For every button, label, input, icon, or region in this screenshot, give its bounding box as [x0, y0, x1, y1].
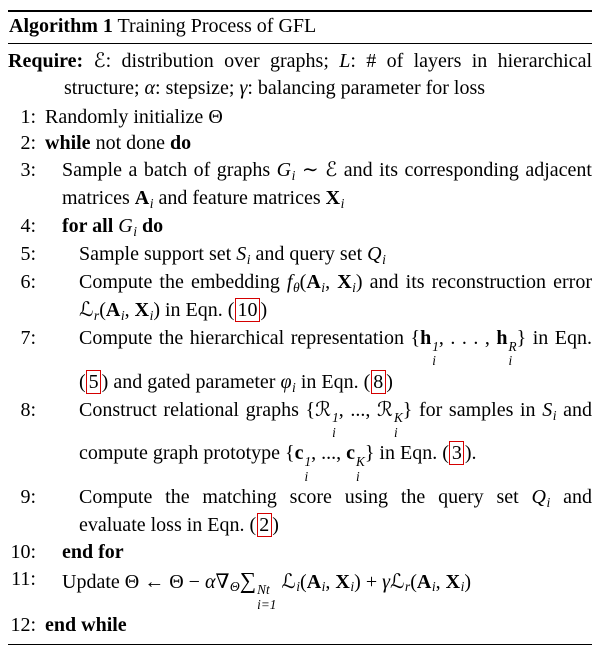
algorithm-label: Algorithm 1	[9, 15, 113, 37]
text-segment: Xi	[337, 271, 356, 295]
text-segment: Xi	[335, 570, 355, 595]
text-segment: Compute the matching score using the query set	[79, 486, 532, 509]
text-segment: Θ	[208, 105, 223, 128]
text-segment: and evaluate loss in Eqn. (	[79, 486, 592, 537]
text-segment: do	[142, 215, 164, 238]
line-number: 5:	[20, 243, 36, 266]
text-segment: ) +	[354, 570, 383, 593]
text-segment: Ai	[134, 187, 154, 211]
text-segment: } in Eqn. (	[79, 327, 593, 393]
text-segment: end for	[62, 540, 124, 563]
text-segment: φi	[280, 370, 296, 395]
require-line	[8, 48, 592, 102]
equation-link[interactable]: 2	[257, 513, 272, 537]
text-segment: h R i	[496, 327, 517, 369]
text-segment: (	[300, 570, 307, 593]
text-segment: Ai	[306, 570, 326, 595]
text-segment: )	[260, 299, 268, 322]
algorithm-line	[8, 325, 592, 397]
text-segment: ) in Eqn. (	[153, 299, 235, 322]
text-segment: ←	[139, 570, 170, 593]
text-segment: Θ	[124, 570, 140, 593]
text-segment: end while	[45, 614, 127, 637]
line-content	[45, 397, 592, 484]
text-segment: and feature matrices	[153, 187, 326, 210]
algorithm-line	[8, 539, 592, 566]
line-content	[45, 213, 592, 241]
equation-link[interactable]: 3	[449, 441, 464, 465]
text-segment: Construct relational graphs {	[79, 398, 316, 421]
text-segment: (	[410, 570, 417, 593]
line-content	[45, 104, 592, 131]
equation-link[interactable]: 10	[235, 298, 260, 322]
line-number: 9:	[20, 486, 36, 509]
equation-link[interactable]: 5	[86, 370, 101, 394]
line-content	[45, 241, 592, 269]
line-number: 4:	[20, 215, 36, 238]
line-number: 11:	[11, 567, 36, 590]
text-segment: α	[204, 570, 216, 593]
algorithm-line	[8, 157, 592, 213]
text-segment: ,	[124, 299, 135, 322]
text-segment: ℛ 1 i	[315, 398, 339, 440]
line-content	[45, 157, 592, 213]
line-number: 12:	[10, 614, 36, 637]
algorithm-line	[8, 104, 592, 131]
text-segment: Xi	[134, 299, 154, 323]
algorithm-line	[8, 612, 592, 639]
algorithm-line	[8, 241, 592, 269]
text-segment: ∇Θ	[215, 570, 240, 595]
text-segment: fθ	[286, 271, 300, 295]
text-segment: Si	[236, 243, 251, 267]
text-segment: , ...,	[311, 442, 347, 465]
equation-link[interactable]: 8	[371, 370, 386, 394]
text-segment: Randomly initialize	[45, 105, 209, 128]
text-segment: Gi	[118, 215, 138, 239]
text-segment: and its corresponding adjacent matrices	[62, 159, 592, 210]
text-segment: c K i	[346, 442, 365, 484]
text-segment: Require:	[8, 50, 94, 72]
text-segment: do	[170, 132, 192, 155]
header-rule	[8, 43, 592, 44]
text-segment: : distribution over graphs;	[105, 50, 340, 72]
text-segment: ) and gated parameter	[101, 370, 281, 393]
text-segment: γ	[239, 76, 248, 99]
text-segment: (	[99, 299, 106, 322]
text-segment: and query set	[250, 243, 368, 266]
line-content	[45, 612, 592, 639]
text-segment: Si	[542, 398, 557, 423]
algorithm-header	[8, 12, 592, 43]
text-segment: Ai	[306, 271, 326, 295]
algorithm-line	[8, 484, 592, 539]
text-segment: in Eqn. (	[295, 370, 371, 393]
text-segment: Xi	[445, 570, 465, 595]
text-segment: } for samples in	[402, 398, 543, 421]
line-content	[45, 269, 592, 325]
text-segment: )	[464, 570, 472, 593]
text-segment: for all	[62, 215, 119, 238]
text-segment: , ...,	[338, 398, 377, 421]
algorithm-lines	[8, 104, 592, 639]
algorithm-line	[8, 566, 592, 613]
text-segment: Compute the embedding	[79, 271, 287, 294]
line-content	[45, 539, 592, 566]
text-segment: L	[339, 50, 351, 72]
text-segment: } in Eqn. (	[364, 442, 449, 465]
algorithm-line	[8, 397, 592, 484]
text-segment: )	[386, 370, 393, 393]
text-segment: : balancing parameter for loss	[247, 76, 486, 99]
text-segment: Compute the hierarchical representation {	[79, 327, 421, 350]
algorithm-title: Training Process of GFL	[117, 15, 317, 37]
text-segment: ∼	[295, 159, 326, 182]
text-segment: , . . . ,	[438, 327, 497, 350]
text-segment: ℰ	[93, 50, 106, 72]
line-content	[45, 325, 592, 397]
text-segment: Sample support set	[79, 243, 237, 266]
text-segment: )	[272, 514, 279, 537]
text-segment: Qi	[531, 486, 551, 510]
text-segment: Update	[62, 570, 125, 593]
text-segment: : stepsize;	[155, 76, 240, 99]
text-segment: : # of layers in hierarchical structure;	[64, 50, 592, 99]
line-number: 2:	[20, 132, 36, 155]
text-segment: ℰ	[325, 159, 338, 182]
text-segment: ℒi	[281, 570, 301, 595]
text-segment: α	[144, 76, 156, 99]
text-segment: −	[183, 570, 205, 593]
text-segment: Sample a batch of graphs	[62, 159, 277, 182]
text-segment: not done	[90, 132, 170, 155]
text-segment: Qi	[367, 243, 386, 267]
text-segment: c 1 i	[294, 442, 312, 484]
text-segment: Gi	[276, 159, 296, 183]
line-number: 7:	[20, 327, 36, 350]
line-content	[45, 130, 592, 157]
line-number: 6:	[20, 271, 36, 294]
text-segment: ,	[325, 570, 336, 593]
text-segment: and compute graph prototype {	[79, 398, 592, 465]
text-segment: Ai	[416, 570, 436, 595]
line-number: 3:	[20, 159, 36, 182]
text-segment: Ai	[105, 299, 125, 323]
text-segment: ).	[464, 442, 477, 465]
line-content	[45, 484, 592, 539]
text-segment: (	[299, 271, 307, 294]
text-segment: ℒr	[390, 570, 411, 595]
text-segment: ℒr	[79, 299, 100, 323]
text-segment: Xi	[325, 187, 345, 211]
algorithm-line	[8, 130, 592, 157]
text-segment: ℛ K i	[376, 398, 403, 440]
text-segment: while	[45, 132, 91, 155]
line-number: 10:	[10, 540, 36, 563]
text-segment: ∑ Nt i=1	[239, 567, 277, 612]
text-segment: ) and its reconstruction error	[355, 271, 592, 294]
text-segment: h 1 i	[420, 327, 439, 369]
line-number: 1:	[20, 105, 36, 128]
line-content	[45, 566, 592, 613]
line-number: 8:	[20, 398, 36, 421]
text-segment: ,	[325, 271, 338, 294]
text-segment: ,	[435, 570, 446, 593]
text-segment: γ	[382, 570, 390, 593]
algorithm-line	[8, 213, 592, 241]
text-segment: Θ	[169, 570, 184, 593]
algorithm-line	[8, 269, 592, 325]
